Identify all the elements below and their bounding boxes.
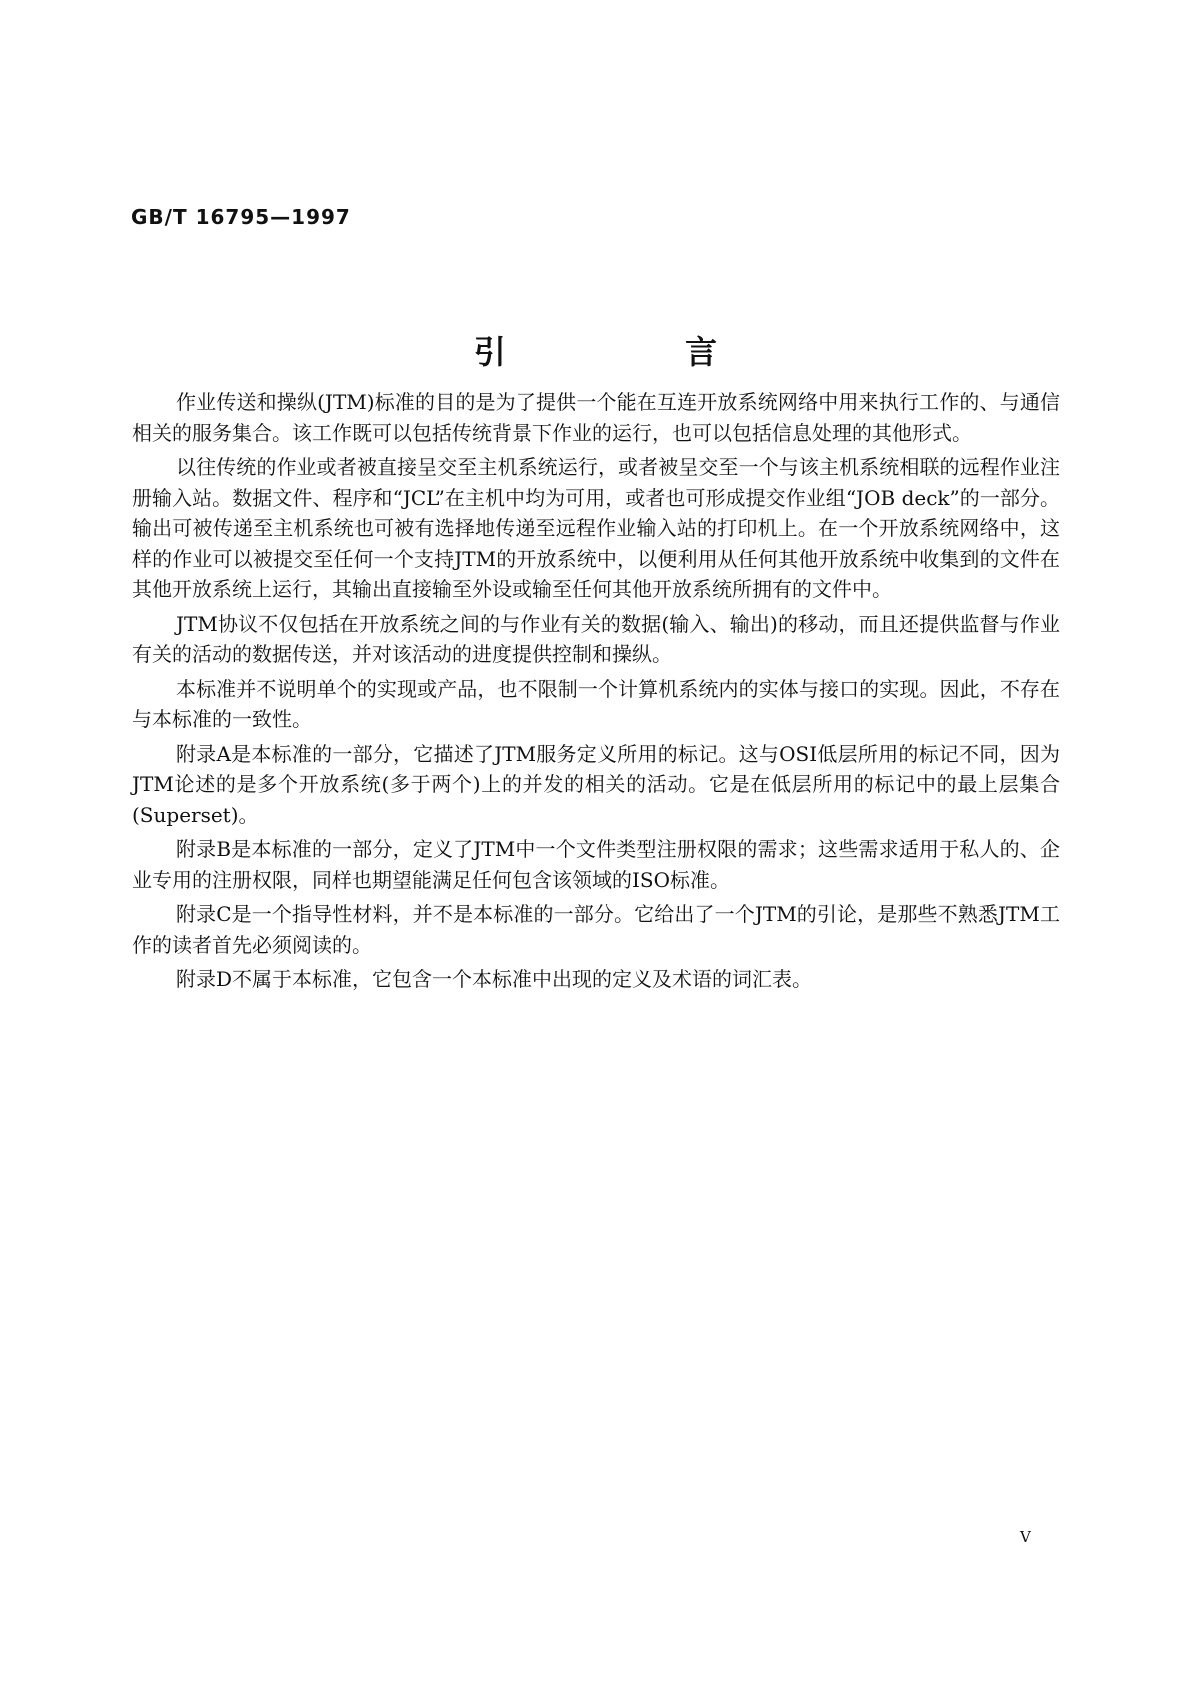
paragraph-annex-b: 附录B是本标准的一部分，定义了JTM中一个文件类型注册权限的需求；这些需求适用于私人的、企业专用的注册权限，同样也期望能满足任何包含该领域的ISO标准。 — [132, 837, 1060, 892]
page-number: V — [1020, 1528, 1031, 1546]
page-title: 引 言 — [473, 333, 802, 371]
paragraph-purpose: 作业传送和操纵(JTM)标准的目的是为了提供一个能在互连开放系统网络中用来执行工作的、与通信相关的服务集合。该工作既可以包括传统背景下作业的运行，也可以包括信息处理的其他形式。 — [132, 390, 1060, 445]
paragraph-annex-a: 附录A是本标准的一部分，它描述了JTM服务定义所用的标记。这与OSI低层所用的标记不同，因为JTM论述的是多个开放系统(多于两个)上的并发的相关的活动。它是在低层所用的标记中的最上层集合(Superset)。 — [132, 741, 1060, 827]
introduction-body — [132, 387, 1060, 999]
paragraph-annex-c: 附录C是一个指导性材料，并不是本标准的一部分。它给出了一个JTM的引论，是那些不熟悉JTM工作的读者首先必须阅读的。 — [132, 902, 1060, 957]
paragraph-jtm-protocol: JTM协议不仅包括在开放系统之间的与作业有关的数据(输入、输出)的移动，而且还提供监督与作业有关的活动的数据传送，并对该活动的进度提供控制和操纵。 — [132, 611, 1060, 666]
paragraph-conformance: 本标准并不说明单个的实现或产品，也不限制一个计算机系统内的实体与接口的实现。因此，不存在与本标准的一致性。 — [132, 676, 1060, 731]
paragraph-traditional-jobs: 以往传统的作业或者被直接呈交至主机系统运行，或者被呈交至一个与该主机系统相联的远程作业注册输入站。数据文件、程序和“JCL”在主机中均为可用，或者也可形成提交作业组“JOB deck”的一部分。输出可被传递至主机系统也可被有选择地传递至远程作业输入站的打印机上。在一个开放系统网络中，这样的作业可以被提交至任何一个支持JTM的开放系统中，以便利用从任何其他开放系统中收集到的文件在其他开放系统上运行，其输出直接输至外设或输至任何其他开放系统所拥有的文件中。 — [132, 455, 1060, 601]
paragraph-annex-d: 附录D不属于本标准，它包含一个本标准中出现的定义及术语的词汇表。 — [176, 967, 813, 991]
standard-code: GB/T 16795—1997 — [131, 205, 351, 229]
